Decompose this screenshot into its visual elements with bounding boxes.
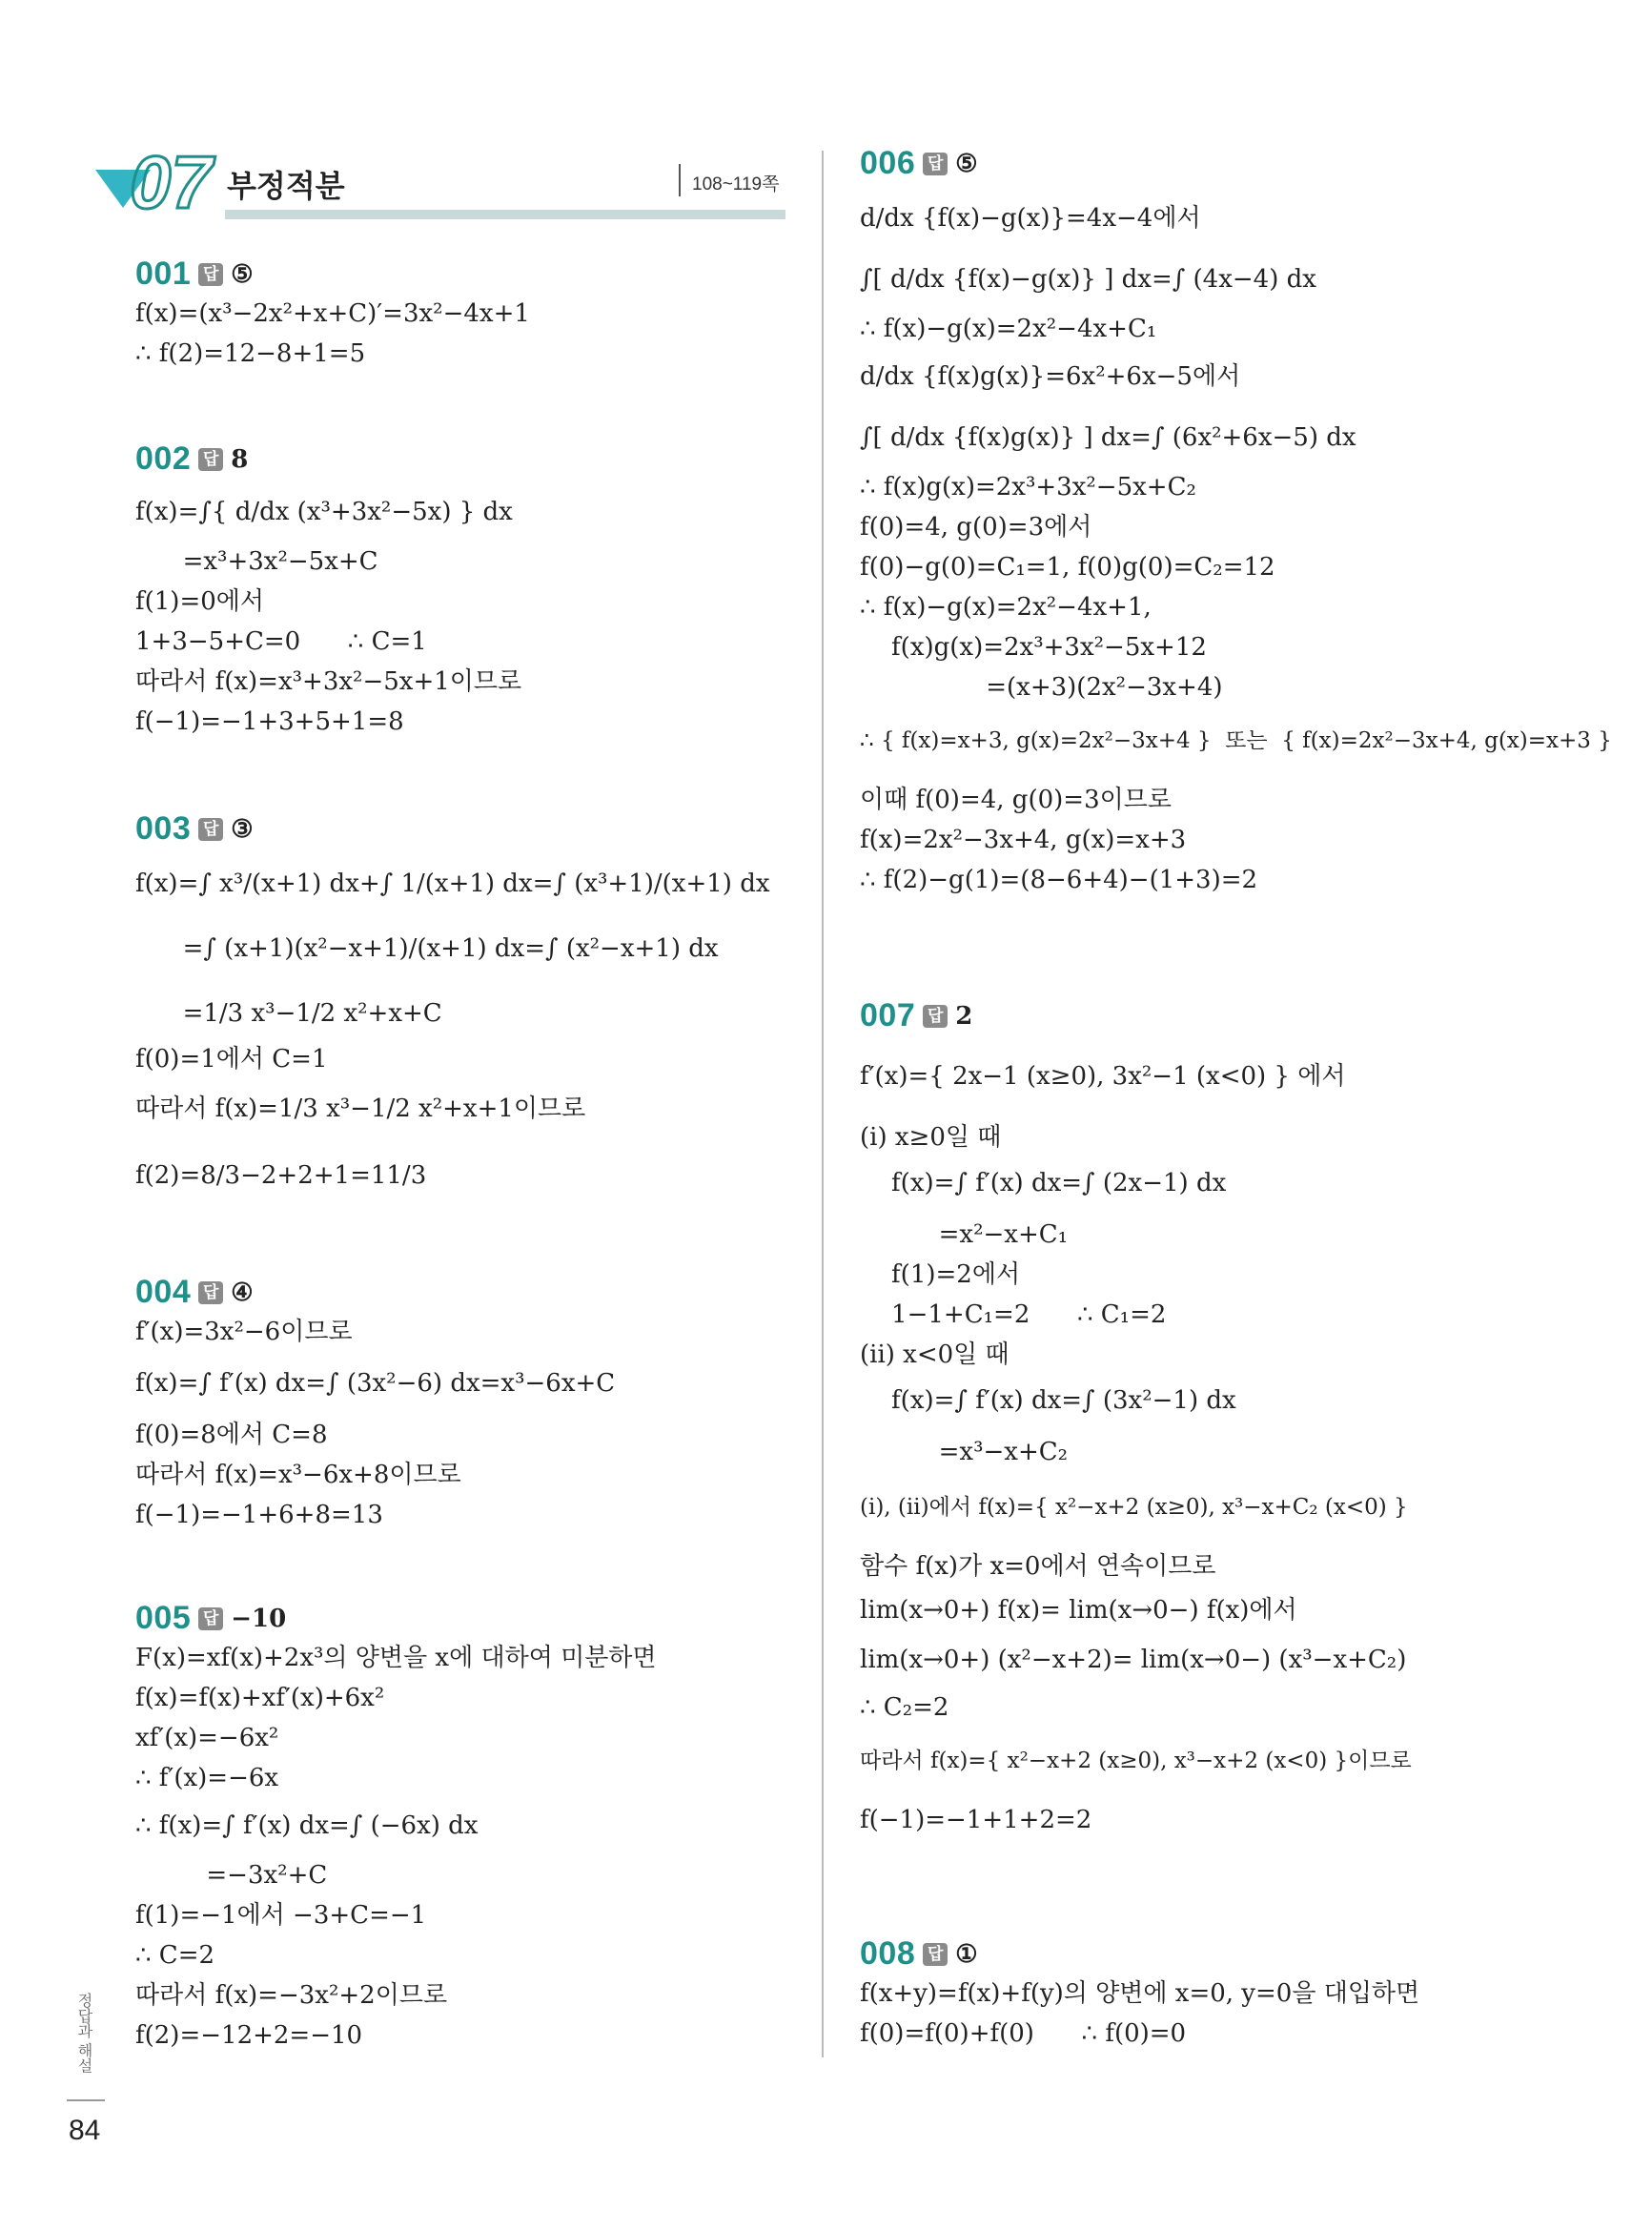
problem-004-header <box>135 1274 254 1311</box>
solution-line: 따라서 f(x)={ x²−x+2 (x≥0), x³−x+2 (x<0) }이므로 <box>860 1749 1412 1773</box>
column-divider <box>822 151 824 2057</box>
solution-line: xf′(x)=−6x² <box>135 1724 279 1752</box>
problem-002-header <box>135 440 248 478</box>
solution-line: (i), (ii)에서 f(x)={ x²−x+2 (x≥0), x³−x+C₂ (x<0) } <box>860 1495 1408 1520</box>
solution-line: d/dx {f(x)g(x)}=6x²+6x−5에서 <box>860 362 1241 391</box>
page-range: 108~119쪽 <box>692 174 780 194</box>
solution-line: f(−1)=−1+1+2=2 <box>860 1806 1092 1834</box>
solution-line: ∴ f(2)−g(1)=(8−6+4)−(1+3)=2 <box>860 866 1258 894</box>
solution-line: f(0)=4, g(0)=3에서 <box>860 513 1092 542</box>
solution-line: =∫ (x+1)(x²−x+1)/(x+1) dx=∫ (x²−x+1) dx <box>135 934 719 963</box>
solution-line: 따라서 f(x)=1/3 x³−1/2 x²+x+1이므로 <box>135 1095 586 1123</box>
problem-007-header <box>860 997 972 1034</box>
solution-line: ∴ C=2 <box>135 1941 215 1970</box>
answer-tag: 답 <box>923 1943 948 1966</box>
answer-tag: 답 <box>198 263 223 286</box>
problem-008-header <box>860 1935 978 1973</box>
solution-line: f(1)=0에서 <box>135 587 265 616</box>
answer-tag: 답 <box>198 818 223 841</box>
solution-line: (i) x≥0일 때 <box>860 1123 1002 1152</box>
solution-line: f(−1)=−1+3+5+1=8 <box>135 707 404 736</box>
solution-line: =x²−x+C₁ <box>860 1220 1069 1249</box>
solution-line: f(x)=∫ f′(x) dx=∫ (3x²−6) dx=x³−6x+C <box>135 1369 616 1398</box>
header-bar <box>225 210 785 219</box>
chapter-number: 07 <box>130 140 213 219</box>
solution-line: f(0)=8에서 C=8 <box>135 1421 328 1449</box>
solution-line: f(0)−g(0)=C₁=1, f(0)g(0)=C₂=12 <box>860 553 1275 582</box>
answer-tag: 답 <box>923 1005 948 1028</box>
problem-number: 008 <box>860 1935 916 1972</box>
solution-line: ∴ f(x)=∫ f′(x) dx=∫ (−6x) dx <box>135 1811 479 1840</box>
chapter-title: 부정적분 <box>227 169 345 203</box>
solution-line: f(x)g(x)=2x³+3x²−5x+12 <box>860 633 1207 662</box>
answer-value: ④ <box>231 1278 254 1307</box>
solution-line: d/dx {f(x)−g(x)}=4x−4에서 <box>860 204 1201 233</box>
solution-line: ∴ f′(x)=−6x <box>135 1764 279 1792</box>
solution-line: f(x)=∫ f′(x) dx=∫ (2x−1) dx <box>860 1169 1227 1197</box>
solution-line: f(x)=2x²−3x+4, g(x)=x+3 <box>860 826 1187 854</box>
solution-line: 따라서 f(x)=x³−6x+8이므로 <box>135 1461 461 1489</box>
answer-value: ⑤ <box>231 259 254 289</box>
solution-line: f(−1)=−1+6+8=13 <box>135 1501 383 1529</box>
solution-line: 따라서 f(x)=−3x²+2이므로 <box>135 1981 448 2010</box>
solution-line: ∴ C₂=2 <box>860 1693 949 1722</box>
answer-tag: 답 <box>198 448 223 471</box>
solution-line: f(x)=∫ f′(x) dx=∫ (3x²−1) dx <box>860 1386 1236 1415</box>
solution-line: ∫[ d/dx {f(x)−g(x)} ] dx=∫ (4x−4) dx <box>860 265 1316 294</box>
solution-line: =1/3 x³−1/2 x²+x+C <box>135 999 442 1028</box>
problem-number: 006 <box>860 145 916 181</box>
solution-line: 따라서 f(x)=x³+3x²−5x+1이므로 <box>135 667 522 696</box>
footer-rule <box>67 2099 105 2101</box>
solution-line: f(x)=∫ x³/(x+1) dx+∫ 1/(x+1) dx=∫ (x³+1)/(x+1) dx <box>135 869 770 898</box>
solution-line: f(0)=1에서 C=1 <box>135 1045 328 1074</box>
problem-number: 005 <box>135 1600 192 1636</box>
solution-line: =−3x²+C <box>135 1861 328 1890</box>
answer-value: ③ <box>231 814 254 844</box>
answer-value: ① <box>955 1939 978 1969</box>
solution-line: F(x)=xf(x)+2x³의 양변을 x에 대하여 미분하면 <box>135 1644 657 1672</box>
problem-003-header <box>135 810 254 848</box>
answer-tag: 답 <box>198 1607 223 1630</box>
answer-value: −10 <box>231 1604 287 1633</box>
answer-value: ⑤ <box>955 149 978 178</box>
section-side-label: 정답과 해설 <box>75 1993 92 2074</box>
solution-line: f(2)=8/3−2+2+1=11/3 <box>135 1161 427 1190</box>
solution-line: (ii) x<0일 때 <box>860 1340 1010 1369</box>
solution-line: f(x)=(x³−2x²+x+C)′=3x²−4x+1 <box>135 299 530 328</box>
problem-number: 002 <box>135 440 192 477</box>
solution-line: f(0)=f(0)+f(0) ∴ f(0)=0 <box>860 2019 1187 2048</box>
header-divider <box>679 164 681 196</box>
solution-line: lim(x→0+) (x²−x+2)= lim(x→0−) (x³−x+C₂) <box>860 1646 1407 1674</box>
solution-line: =(x+3)(2x²−3x+4) <box>860 673 1223 702</box>
problem-001-header <box>135 256 254 293</box>
problem-number: 007 <box>860 997 916 1033</box>
solution-line: lim(x→0+) f(x)= lim(x→0−) f(x)에서 <box>860 1596 1297 1625</box>
answer-value: 8 <box>231 444 249 474</box>
solution-line: 이때 f(0)=4, g(0)=3이므로 <box>860 786 1172 814</box>
solution-line: ∴ { f(x)=x+3, g(x)=2x²−3x+4 } 또는 { f(x)=2x²−3x+4, g(x)=x+3 } <box>860 728 1612 753</box>
solution-line: f′(x)={ 2x−1 (x≥0), 3x²−1 (x<0) } 에서 <box>860 1062 1346 1091</box>
page-number: 84 <box>69 2115 101 2146</box>
solution-line: 함수 f(x)가 x=0에서 연속이므로 <box>860 1552 1216 1581</box>
solution-line: f(x+y)=f(x)+f(y)의 양변에 x=0, y=0을 대입하면 <box>860 1979 1420 2008</box>
solution-line: ∴ f(x)g(x)=2x³+3x²−5x+C₂ <box>860 473 1196 501</box>
solution-line: f(x)=∫{ d/dx (x³+3x²−5x) } dx <box>135 498 513 526</box>
solution-line: f(x)=f(x)+xf′(x)+6x² <box>135 1684 385 1712</box>
solution-line: =x³+3x²−5x+C <box>135 547 378 576</box>
solution-line: ∴ f(x)−g(x)=2x²−4x+C₁ <box>860 315 1157 343</box>
solution-line: f(1)=2에서 <box>860 1260 1021 1289</box>
solution-line: ∴ f(2)=12−8+1=5 <box>135 339 366 368</box>
solution-line: f′(x)=3x²−6이므로 <box>135 1318 353 1346</box>
problem-005-header <box>135 1600 286 1637</box>
solution-line: ∴ f(x)−g(x)=2x²−4x+1, <box>860 593 1152 622</box>
solution-line: 1+3−5+C=0 ∴ C=1 <box>135 627 427 656</box>
answer-value: 2 <box>955 1001 973 1031</box>
chapter-logo <box>93 133 227 219</box>
answer-tag: 답 <box>923 153 948 175</box>
solution-line: f(1)=−1에서 −3+C=−1 <box>135 1901 427 1930</box>
solution-line: 1−1+C₁=2 ∴ C₁=2 <box>860 1300 1167 1329</box>
solution-line: f(2)=−12+2=−10 <box>135 2021 363 2050</box>
answer-tag: 답 <box>198 1281 223 1304</box>
problem-number: 004 <box>135 1274 192 1310</box>
problem-006-header <box>860 145 978 182</box>
solution-line: ∫[ d/dx {f(x)g(x)} ] dx=∫ (6x²+6x−5) dx <box>860 423 1356 452</box>
problem-number: 003 <box>135 810 192 847</box>
problem-number: 001 <box>135 256 192 292</box>
solution-line: =x³−x+C₂ <box>860 1438 1069 1466</box>
